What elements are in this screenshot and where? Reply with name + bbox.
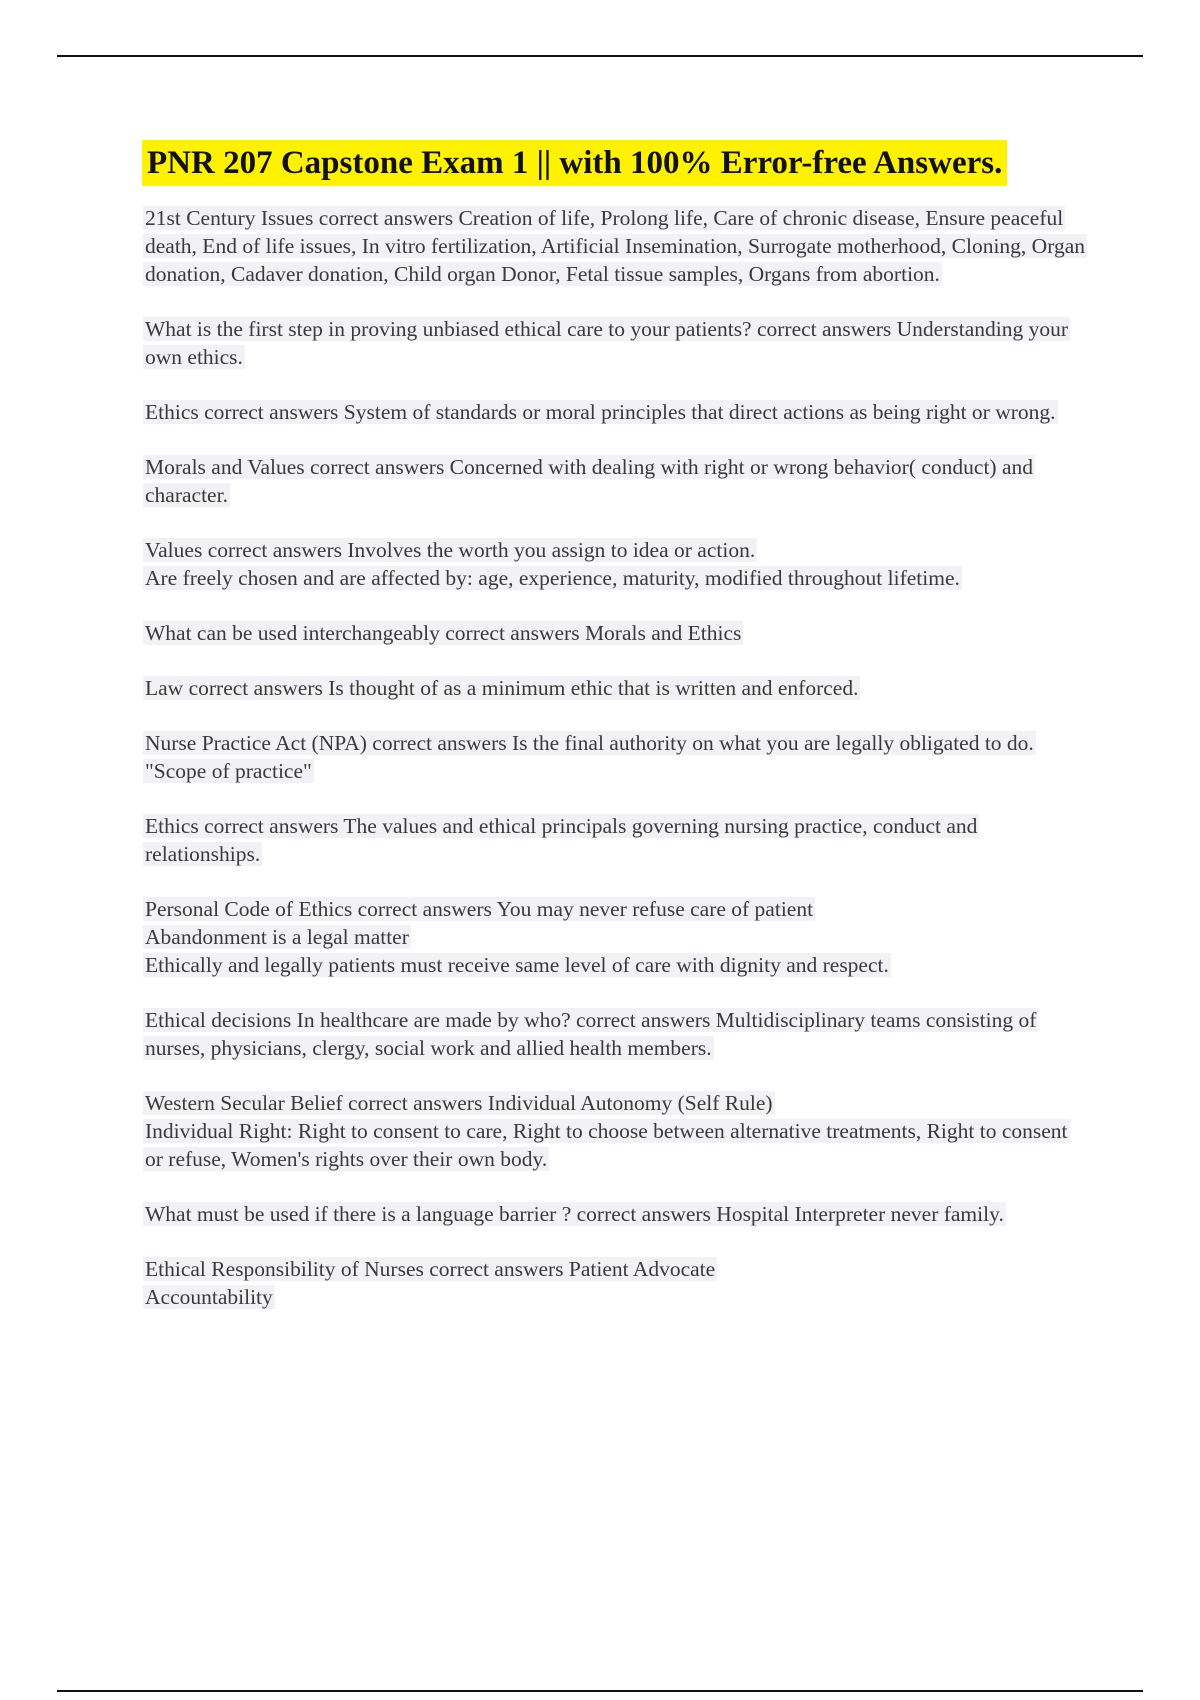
qa-entry <box>145 536 1090 592</box>
qa-entry <box>145 453 1090 509</box>
qa-entry-line <box>145 619 1090 647</box>
qa-entry <box>145 204 1090 288</box>
qa-entry-line <box>145 204 1090 288</box>
qa-entry-text: What is the first step in proving unbiased ethical care to your patients? correct answers Understanding your own ethics. <box>145 317 1069 369</box>
qa-entry <box>145 895 1090 979</box>
page-bottom-rule <box>57 1690 1143 1692</box>
qa-entry <box>145 1200 1090 1228</box>
qa-entry-line <box>145 1117 1090 1173</box>
document-title: PNR 207 Capstone Exam 1 || with 100% Error-free Answers. <box>142 140 1007 186</box>
qa-entry-line <box>145 729 1090 757</box>
qa-entry-text: Nurse Practice Act (NPA) correct answers Is the final authority on what you are legally obligated to do. <box>145 731 1034 755</box>
qa-entry-line <box>145 315 1090 371</box>
qa-entry-text: Ethics correct answers System of standards or moral principles that direct actions as being right or wrong. <box>145 400 1056 424</box>
qa-entry <box>145 812 1090 868</box>
qa-entry-text: Values correct answers Involves the worth you assign to idea or action. <box>145 538 756 562</box>
qa-entry-line <box>145 1006 1090 1062</box>
qa-entry-text: "Scope of practice" <box>145 759 312 783</box>
qa-entry <box>145 398 1090 426</box>
qa-entry-line <box>145 1283 1090 1311</box>
qa-entry-text: What must be used if there is a language barrier ? correct answers Hospital Interpreter never family. <box>145 1202 1004 1226</box>
qa-entry <box>145 1089 1090 1173</box>
qa-entry-line <box>145 812 1090 868</box>
qa-entry-line <box>145 757 1090 785</box>
qa-entry-text: 21st Century Issues correct answers Creation of life, Prolong life, Care of chronic disease, Ensure peaceful death, End of life issues, In vitro fertilization, Artificial Insemination, Surrogate motherhood, Cloning, Organ donation, Cadaver donation, Child organ Donor, Fetal tissue samples, Organs from abortion. <box>145 206 1086 286</box>
qa-entry-line <box>145 923 1090 951</box>
page-top-rule <box>57 55 1143 57</box>
qa-entry-text: Individual Right: Right to consent to care, Right to choose between alternative treatments, Right to consent or refuse, Women's rights over their own body. <box>145 1119 1068 1171</box>
qa-entry-text: Ethical Responsibility of Nurses correct answers Patient Advocate <box>145 1257 716 1281</box>
qa-entry-text: Personal Code of Ethics correct answers You may never refuse care of patient <box>145 897 814 921</box>
qa-entry-line <box>145 453 1090 509</box>
qa-entry-line <box>145 951 1090 979</box>
qa-entry-text: Accountability <box>145 1285 273 1309</box>
qa-entry-text: Ethical decisions In healthcare are made by who? correct answers Multidisciplinary teams consisting of nurses, physicians, clergy, social work and allied health members. <box>145 1008 1037 1060</box>
qa-entry-text: Western Secular Belief correct answers Individual Autonomy (Self Rule) <box>145 1091 773 1115</box>
qa-entry-text: Are freely chosen and are affected by: age, experience, maturity, modified throughout lifetime. <box>145 566 960 590</box>
qa-entry-line <box>145 398 1090 426</box>
qa-entry-line <box>145 674 1090 702</box>
qa-entry-line <box>145 1255 1090 1283</box>
qa-entry-text: Ethically and legally patients must receive same level of care with dignity and respect. <box>145 953 889 977</box>
qa-entry <box>145 674 1090 702</box>
qa-entries-list <box>145 204 1090 1311</box>
document-title-wrapper <box>145 140 1090 186</box>
qa-entry-text: Abandonment is a legal matter <box>145 925 409 949</box>
qa-entry-line <box>145 895 1090 923</box>
qa-entry <box>145 1006 1090 1062</box>
document-body <box>145 140 1090 1338</box>
qa-entry-line <box>145 536 1090 564</box>
qa-entry-line <box>145 564 1090 592</box>
qa-entry <box>145 729 1090 785</box>
qa-entry-line <box>145 1200 1090 1228</box>
qa-entry <box>145 619 1090 647</box>
qa-entry-text: Morals and Values correct answers Concerned with dealing with right or wrong behavior( conduct) and character. <box>145 455 1034 507</box>
qa-entry-text: Law correct answers Is thought of as a minimum ethic that is written and enforced. <box>145 676 859 700</box>
qa-entry <box>145 315 1090 371</box>
qa-entry <box>145 1255 1090 1311</box>
qa-entry-text: Ethics correct answers The values and ethical principals governing nursing practice, conduct and relationships. <box>145 814 978 866</box>
qa-entry-text: What can be used interchangeably correct answers Morals and Ethics <box>145 621 742 645</box>
qa-entry-line <box>145 1089 1090 1117</box>
